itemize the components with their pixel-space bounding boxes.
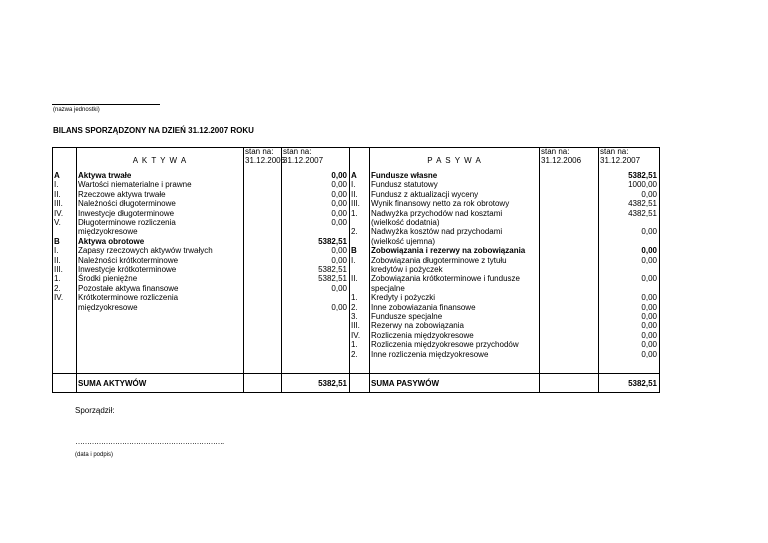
row-value-curr: 0,00 xyxy=(641,321,657,331)
row-code: 2. xyxy=(351,227,358,237)
row-value-curr: 0,00 xyxy=(331,255,347,265)
row-value-curr: 0,00 xyxy=(641,293,657,303)
liab-curr-header-stan: stan na: xyxy=(600,147,629,156)
row-label: Fundusz statutowy xyxy=(371,180,438,190)
row-label: Środki pieniężne xyxy=(78,274,138,284)
liabilities-header: P A S Y W A xyxy=(427,156,482,165)
date-sign-caption: (data i podpis) xyxy=(75,452,114,458)
page-title: BILANS SPORZĄDZONY NA DZIEŃ 31.12.2007 ROKU xyxy=(53,126,254,135)
row-label: Rozliczenia międzyokresowe przychodów xyxy=(371,340,519,350)
row-code: I. xyxy=(351,255,356,265)
row-label: Kredyty i pożyczki xyxy=(371,293,436,303)
row-value-curr: 0,00 xyxy=(641,255,657,265)
row-label: międzyokresowe xyxy=(78,302,138,312)
assets-prev-header-date: 31.12.2006 xyxy=(245,156,286,165)
row-code: I. xyxy=(54,180,59,190)
row-label: Nadwyżka przychodów nad kosztami xyxy=(371,208,503,218)
row-label: Wynik finansowy netto za rok obrotowy xyxy=(371,199,510,209)
row-value-curr: 0,00 xyxy=(641,246,657,256)
row-label: Fundusz z aktualizacji wyceny xyxy=(371,189,479,199)
row-value-curr: 5382,51 xyxy=(318,274,347,284)
liab-curr-divider xyxy=(598,147,599,393)
row-code: IV. xyxy=(54,208,64,218)
row-value-curr: 4382,51 xyxy=(628,208,657,218)
row-code: 1. xyxy=(351,208,358,218)
row-value-curr: 0,00 xyxy=(331,283,347,293)
row-label: Inne zobowiazania finansowe xyxy=(371,302,476,312)
row-value-curr: 0,00 xyxy=(641,189,657,199)
totals-divider xyxy=(52,373,660,374)
row-value-curr: 5382,51 xyxy=(628,171,657,180)
row-label: Inwestycje długoterminowe xyxy=(78,208,175,218)
assets-prev-header-stan: stan na: xyxy=(245,147,274,156)
table-border-bottom xyxy=(52,392,660,393)
row-value-curr: 0,00 xyxy=(641,340,657,350)
row-code: II. xyxy=(351,274,358,284)
row-label: Wartości niematerialne i prawne xyxy=(78,180,192,190)
assets-prev-divider xyxy=(243,147,244,393)
row-value-curr: 0,00 xyxy=(641,274,657,284)
row-code: B xyxy=(351,246,357,256)
row-code: 1. xyxy=(54,274,61,284)
row-code: 3. xyxy=(351,312,358,321)
liab-prev-divider xyxy=(539,147,540,393)
row-label: Inne rozliczenia międzyokresowe xyxy=(371,349,489,359)
signature-dots: ………………………………………………………. xyxy=(75,437,224,446)
total-assets-label: SUMA AKTYWÓW xyxy=(78,379,147,388)
row-label: kredytów i pożyczek xyxy=(371,265,443,274)
row-label: Zobowiązania krótkoterminowe i fundusze xyxy=(371,274,520,284)
row-value-curr: 1000,00 xyxy=(628,180,657,190)
row-label: Rezerwy na zobowiązania xyxy=(371,321,464,331)
row-value-curr: 0,00 xyxy=(641,227,657,237)
row-value-curr: 0,00 xyxy=(331,302,347,312)
row-label: międzyokresowe xyxy=(78,227,138,237)
row-label: Fundusze własne xyxy=(371,171,438,180)
row-value-curr: 4382,51 xyxy=(628,199,657,209)
assets-curr-header-stan: stan na: xyxy=(283,147,312,156)
row-label: Zobowiązania i rezerwy na zobowiązania xyxy=(371,246,526,256)
row-label: Fundusze specjalne xyxy=(371,312,443,321)
row-label: Krótkoterminowe rozliczenia xyxy=(78,293,179,303)
row-value-curr: 0,00 xyxy=(641,312,657,321)
row-label: Rzeczowe aktywa trwałe xyxy=(78,189,166,199)
row-code: III. xyxy=(54,199,63,209)
row-code: I. xyxy=(351,180,356,190)
row-code: 1. xyxy=(351,293,358,303)
table-border-left xyxy=(52,147,53,393)
row-value-curr: 0,00 xyxy=(331,171,347,180)
row-label: Należności krótkoterminowe xyxy=(78,255,179,265)
row-code: III. xyxy=(54,265,63,274)
row-label: Pozostałe aktywa finansowe xyxy=(78,283,179,293)
liab-label-divider xyxy=(369,147,370,393)
row-label: Należności długoterminowe xyxy=(78,199,176,209)
row-code: III. xyxy=(351,199,360,209)
row-code: 1. xyxy=(351,340,358,350)
assets-header: A K T Y W A xyxy=(132,156,188,165)
total-assets-value: 5382,51 xyxy=(318,379,347,388)
row-value-curr: 5382,51 xyxy=(318,265,347,274)
prepared-by-label: Sporządził: xyxy=(75,406,115,415)
unit-name-line xyxy=(52,104,160,105)
table-border-right xyxy=(659,147,660,393)
row-code: A xyxy=(54,171,60,180)
assets-curr-divider xyxy=(281,147,282,393)
row-label: Aktywa obrotowe xyxy=(78,236,145,246)
row-value-curr: 5382,51 xyxy=(318,236,347,246)
row-code: II. xyxy=(351,189,358,199)
row-value-curr: 0,00 xyxy=(641,302,657,312)
row-label: Rozliczenia międzyokresowe xyxy=(371,330,474,340)
row-label: Długoterminowe rozliczenia xyxy=(78,218,176,227)
row-code: 2. xyxy=(54,283,61,293)
row-code: V. xyxy=(54,218,61,227)
row-value-curr: 0,00 xyxy=(331,208,347,218)
row-label: (wielkość ujemna) xyxy=(371,236,436,246)
row-value-curr: 0,00 xyxy=(641,349,657,359)
row-label: Nadwyżka kosztów nad przychodami xyxy=(371,227,503,237)
row-label: Inwestycje krótkoterminowe xyxy=(78,265,177,274)
row-code: IV. xyxy=(54,293,64,303)
row-value-curr: 0,00 xyxy=(331,189,347,199)
liab-prev-header-date: 31.12.2006 xyxy=(541,156,582,165)
liab-prev-header-stan: stan na: xyxy=(541,147,570,156)
row-code: II. xyxy=(54,189,61,199)
row-code: A xyxy=(351,171,357,180)
row-code: B xyxy=(54,236,60,246)
liab-curr-header-date: 31.12.2007 xyxy=(600,156,641,165)
row-value-curr: 0,00 xyxy=(641,330,657,340)
row-value-curr: 0,00 xyxy=(331,246,347,256)
row-label: Zapasy rzeczowych aktywów trwałych xyxy=(78,246,213,256)
row-label: Aktywa trwałe xyxy=(78,171,132,180)
row-code: 2. xyxy=(351,349,358,359)
assets-curr-header-date: 31.12.2007 xyxy=(283,156,324,165)
row-label: Zobowiązania długoterminowe z tytułu xyxy=(371,255,507,265)
total-liabilities-value: 5382,51 xyxy=(628,379,657,388)
row-value-curr: 0,00 xyxy=(331,218,347,227)
row-value-curr: 0,00 xyxy=(331,180,347,190)
row-code: I. xyxy=(54,246,59,256)
unit-name-caption: (nazwa jednostki) xyxy=(53,107,100,113)
row-label: (wielkość dodatnia) xyxy=(371,218,440,227)
row-label: specjalne xyxy=(371,283,405,293)
total-liabilities-label: SUMA PASYWÓW xyxy=(371,379,439,388)
row-value-curr: 0,00 xyxy=(331,199,347,209)
assets-code-divider xyxy=(76,147,77,393)
row-code: III. xyxy=(351,321,360,331)
row-code: 2. xyxy=(351,302,358,312)
row-code: II. xyxy=(54,255,61,265)
row-code: IV. xyxy=(351,330,361,340)
liab-code-divider xyxy=(349,147,350,393)
balance-sheet-table xyxy=(52,147,660,393)
